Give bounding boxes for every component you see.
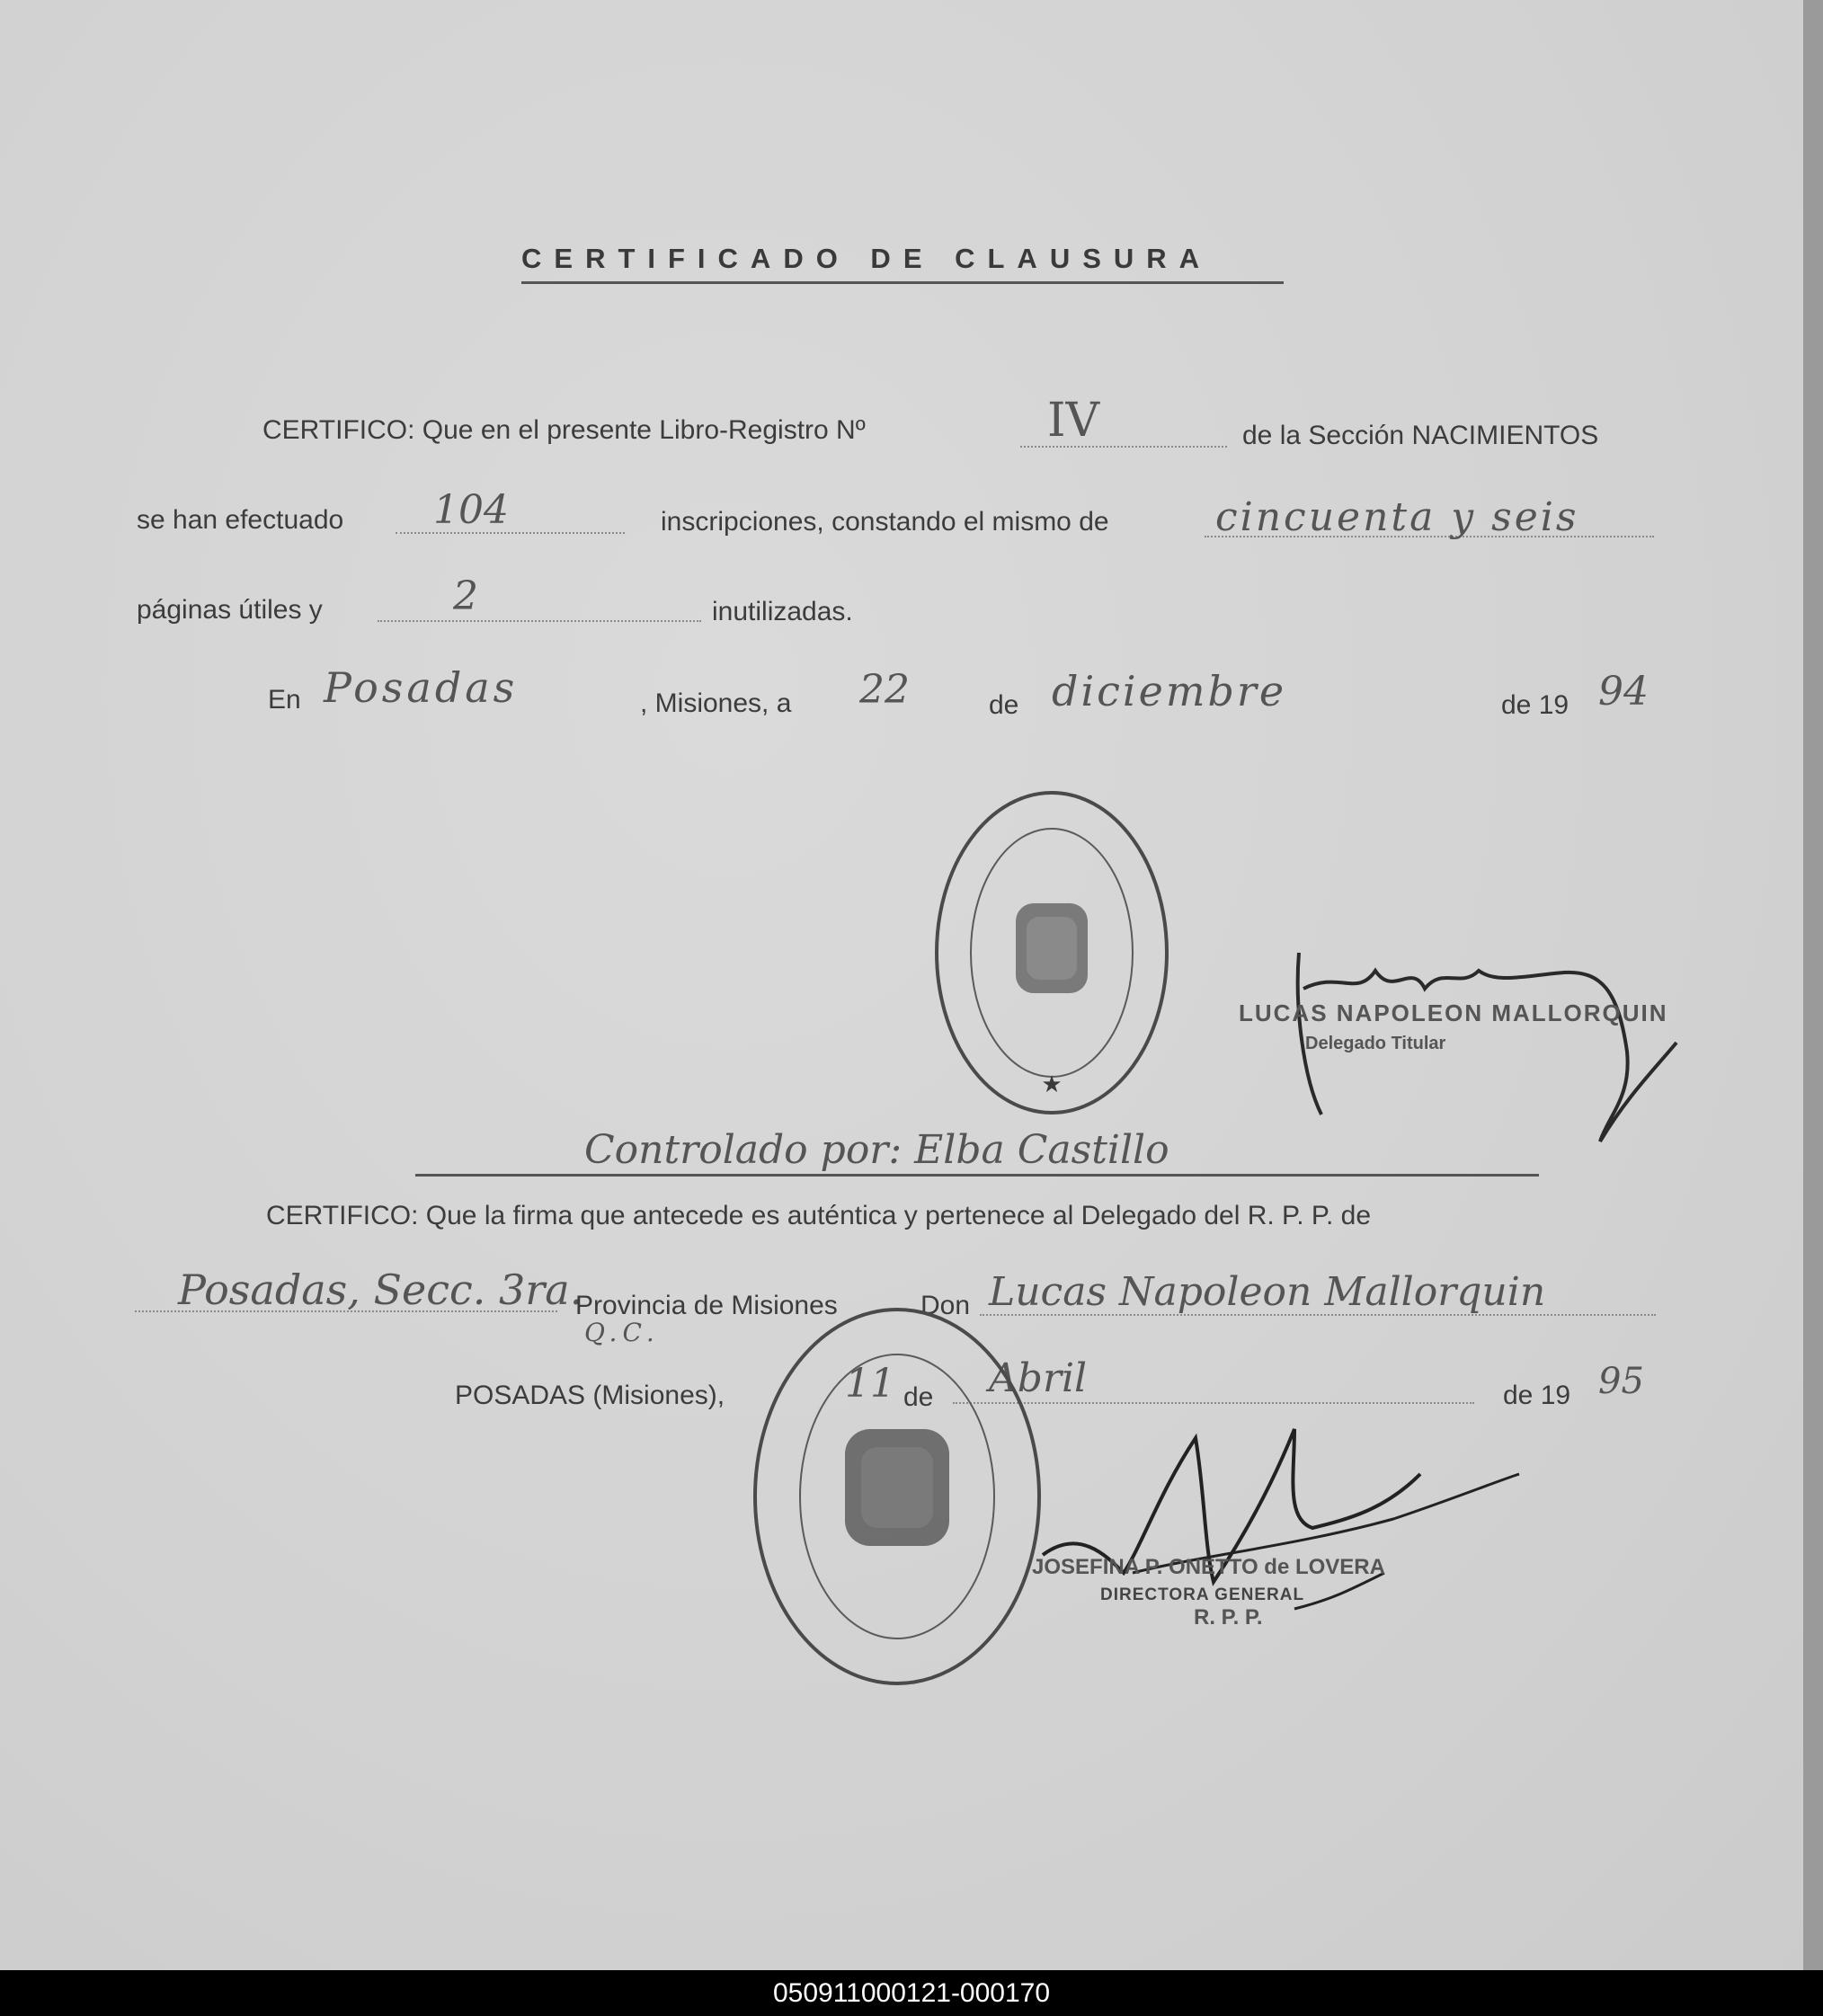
signature-1-name: LUCAS NAPOLEON MALLORQUIN: [1239, 999, 1668, 1026]
dia-1: 22: [859, 667, 910, 713]
signature-1-scribble: [1232, 935, 1681, 1150]
paginas-utiles: cincuenta y seis: [1215, 494, 1579, 540]
provincia-label: Provincia de Misiones: [575, 1291, 838, 1320]
lugar-2: POSADAS (Misiones),: [455, 1381, 725, 1410]
signature-1-title: Delegado Titular: [1305, 1034, 1446, 1053]
signature-2-name: JOSEFINA P. ONETTO de LOVERA: [1032, 1555, 1385, 1579]
controlado-por-note: Controlado por: Elba Castillo: [584, 1127, 1169, 1173]
signature-2-org: R. P. P.: [1194, 1605, 1263, 1630]
inscripciones-count: 104: [433, 487, 509, 533]
nota-qc: Q.C.: [584, 1318, 660, 1347]
document-id-footer: 050911000121-000170: [0, 1970, 1823, 2016]
ciudad-1: Posadas: [324, 663, 519, 712]
efectuado-label: se han efectuado: [137, 505, 344, 535]
dia-2: 11: [845, 1361, 895, 1407]
document-title: CERTIFICADO DE CLAUSURA: [521, 243, 1213, 274]
inscripciones-label: inscripciones, constando el mismo de: [661, 507, 1109, 537]
mes-1: diciembre: [1052, 667, 1287, 715]
title-underline: [521, 281, 1284, 284]
inutilizadas-count: 2: [453, 573, 478, 619]
year-suffix-1: 94: [1598, 669, 1649, 715]
fill-line-localidad: [135, 1310, 557, 1312]
libro-numero: IV: [1047, 394, 1100, 448]
separator-rule: [415, 1174, 1539, 1177]
signature-2-title: DIRECTORA GENERAL: [1100, 1585, 1305, 1604]
delegado-nombre: Lucas Napoleon Mallorquin: [989, 1269, 1546, 1315]
inutilizadas-label: inutilizadas.: [712, 597, 853, 626]
page-edge-shadow: [1803, 0, 1823, 1970]
seccion-label: de la Sección NACIMIENTOS: [1242, 421, 1599, 450]
de-label-2: de: [903, 1382, 934, 1412]
fill-line-inutilizadas: [378, 620, 701, 622]
de-label-1: de: [989, 690, 1019, 720]
svg-text:★: ★: [1041, 1070, 1063, 1097]
don-label: Don: [920, 1291, 971, 1320]
registro-provincial-stamp: [926, 782, 1178, 1123]
misiones-label: , Misiones, a: [640, 688, 792, 718]
certifico-lead-1: CERTIFICO: Que en el presente Libro-Registro Nº: [262, 415, 866, 445]
mes-2: Abril: [989, 1355, 1088, 1401]
year-prefix-1: de 19: [1501, 690, 1570, 720]
paginas-label: páginas útiles y: [137, 595, 323, 625]
year-prefix-2: de 19: [1503, 1381, 1571, 1410]
certifico-lead-2: CERTIFICO: Que la firma que antecede es auténtica y pertenece al Delegado del R. P. P. de: [266, 1201, 1372, 1230]
year-suffix-2: 95: [1598, 1361, 1644, 1402]
direccion-general-stamp: [744, 1294, 1050, 1690]
en-label: En: [268, 685, 301, 715]
fill-line-inscripciones: [396, 532, 625, 534]
localidad: Posadas, Secc. 3ra.: [178, 1266, 583, 1314]
signature-2-scribble: [1025, 1420, 1528, 1654]
